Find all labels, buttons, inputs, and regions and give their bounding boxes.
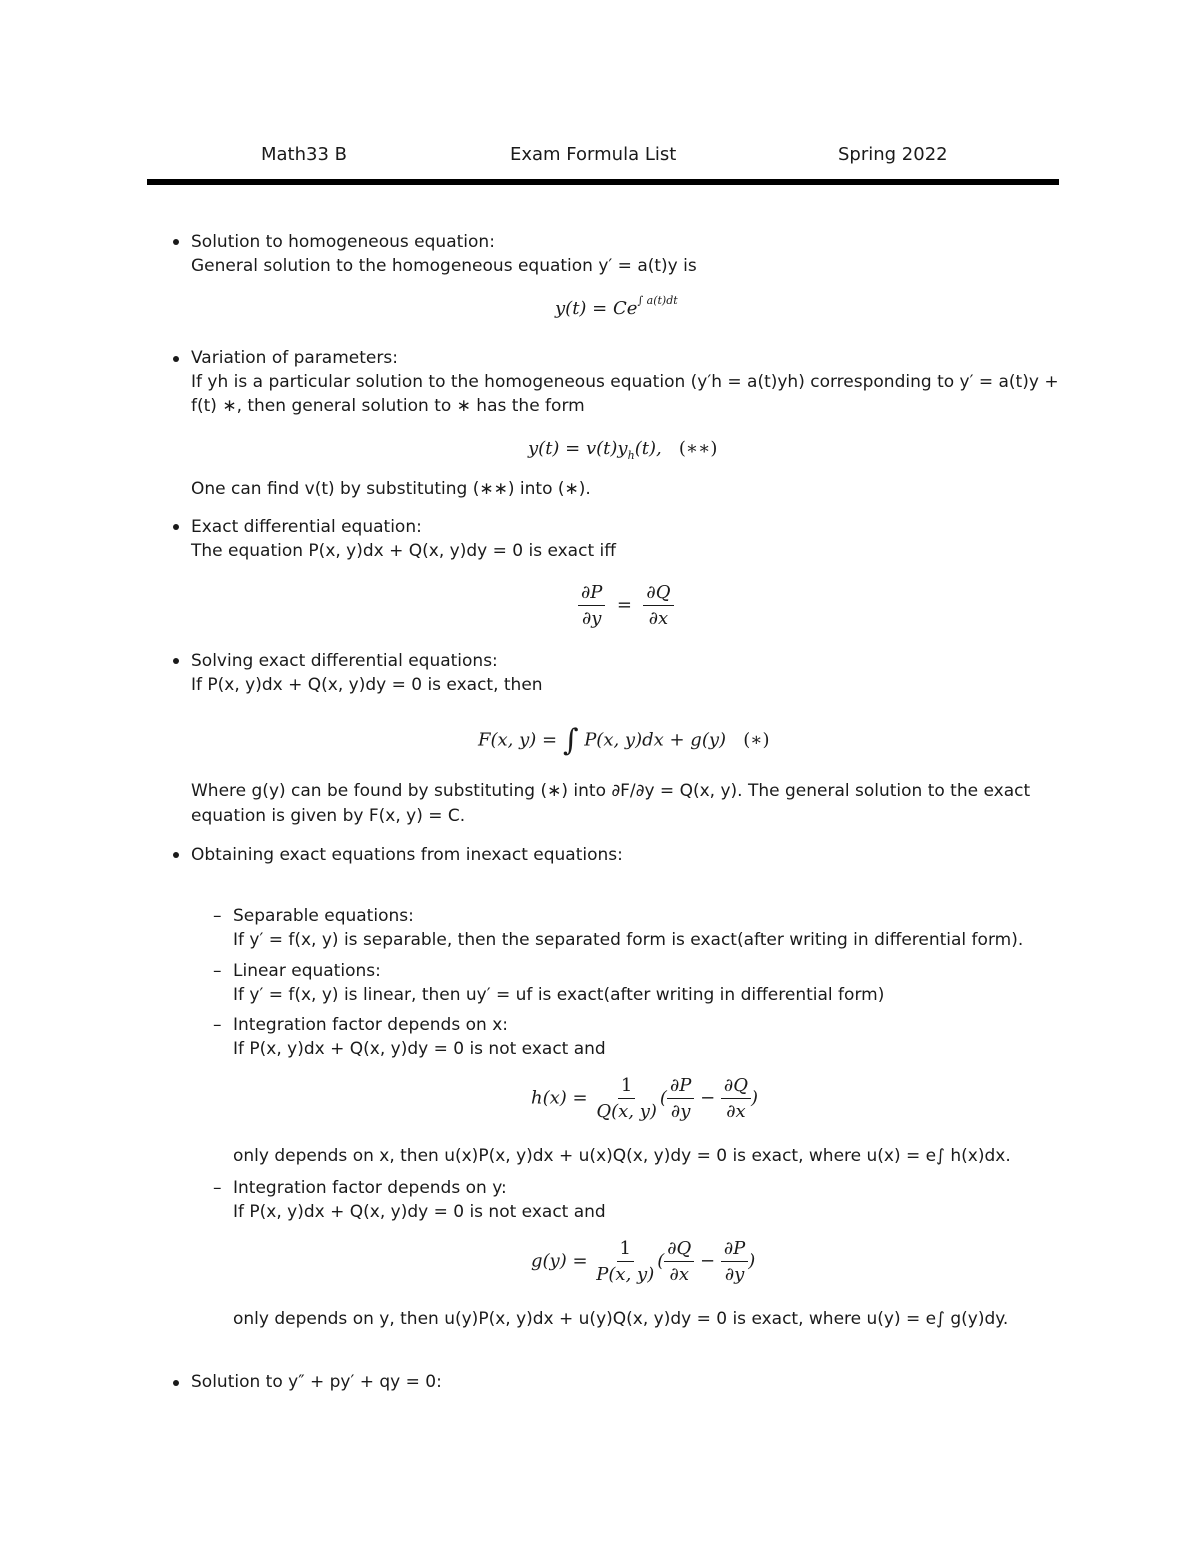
formula-potential: F(x, y) = ∫ P(x, y)dx + g(y) (∗) <box>478 723 770 758</box>
section-text: Where g(y) can be found by substituting (∗) into ∂F/∂y = Q(x, y). The general solution to the exact <box>191 781 1031 801</box>
dash-icon: – <box>213 961 222 981</box>
subsection-text: If P(x, y)dx + Q(x, y)dy = 0 is not exact and <box>233 1202 606 1222</box>
bullet-icon <box>173 658 179 664</box>
section-heading: Variation of parameters: <box>191 348 398 368</box>
section-heading: Obtaining exact equations from inexact equations: <box>191 845 623 865</box>
subsection-heading: Separable equations: <box>233 906 414 926</box>
subsection-text: If y′ = f(x, y) is separable, then the separated form is exact(after writing in differential form). <box>233 930 1024 950</box>
section-text: If yh is a particular solution to the homogeneous equation (y′h = a(t)yh) corresponding to y′ = a(t)y + <box>191 372 1059 392</box>
course-label: Math33 B <box>261 144 348 165</box>
dash-icon: – <box>213 1015 222 1035</box>
subsection-heading: Integration factor depends on x: <box>233 1015 508 1035</box>
subsection-heading: Integration factor depends on y: <box>233 1178 507 1198</box>
formula-factor-x: h(x) = $\frac{1}{Q(x, y)}$ ( $\frac{\partial P}{\partial y}$ − $\frac{\partial Q}{\partial x}$ ) <box>531 1075 759 1122</box>
bullet-icon <box>173 239 179 245</box>
header-rule <box>147 179 1059 185</box>
dash-icon: – <box>213 1178 222 1198</box>
bullet-icon <box>173 852 179 858</box>
subsection-heading: Linear equations: <box>233 961 381 981</box>
section-text: One can find v(t) by substituting (∗∗) into (∗). <box>191 479 591 499</box>
section-heading: Solution to y″ + py′ + qy = 0: <box>191 1372 442 1392</box>
subsection-text: only depends on x, then u(x)P(x, y)dx + u(x)Q(x, y)dy = 0 is exact, where u(x) = e∫ h(x)dx. <box>233 1146 1011 1166</box>
section-heading: Exact differential equation: <box>191 517 422 537</box>
section-text: f(t) ∗, then general solution to ∗ has the form <box>191 396 585 416</box>
formula-variation: $y(t) = v(t)y_h(t)$, (∗∗) <box>528 438 718 462</box>
section-text: If P(x, y)dx + Q(x, y)dy = 0 is exact, then <box>191 675 543 695</box>
term-label: Spring 2022 <box>838 144 948 165</box>
subsection-text: If P(x, y)dx + Q(x, y)dy = 0 is not exact and <box>233 1039 606 1059</box>
section-text: General solution to the homogeneous equation y′ = a(t)y is <box>191 256 697 276</box>
formula-homogeneous: $y(t) = Ce^{\int a(t)dt}$ <box>555 294 678 319</box>
subsection-text: only depends on y, then u(y)P(x, y)dx + u(y)Q(x, y)dy = 0 is exact, where u(y) = e∫ g(y)dy. <box>233 1309 1009 1329</box>
section-heading: Solving exact differential equations: <box>191 651 498 671</box>
section-heading: Solution to homogeneous equation: <box>191 232 495 252</box>
page-title: Exam Formula List <box>510 144 677 165</box>
bullet-icon <box>173 1380 179 1386</box>
dash-icon: – <box>213 906 222 926</box>
bullet-icon <box>173 356 179 362</box>
subsection-text: If y′ = f(x, y) is linear, then uy′ = uf is exact(after writing in differential form) <box>233 985 885 1005</box>
formula-factor-y: g(y) = $\frac{1}{P(x, y)}$ ( $\frac{\partial Q}{\partial x}$ − $\frac{\partial P}{\partial y}$ ) <box>531 1238 756 1285</box>
section-text: equation is given by F(x, y) = C. <box>191 806 466 826</box>
section-text: The equation P(x, y)dx + Q(x, y)dy = 0 is exact iff <box>191 541 616 561</box>
formula-exactness: $\frac{\partial P}{\partial y}$ = $\frac{\partial Q}{\partial x}$ <box>578 582 674 629</box>
bullet-icon <box>173 524 179 530</box>
